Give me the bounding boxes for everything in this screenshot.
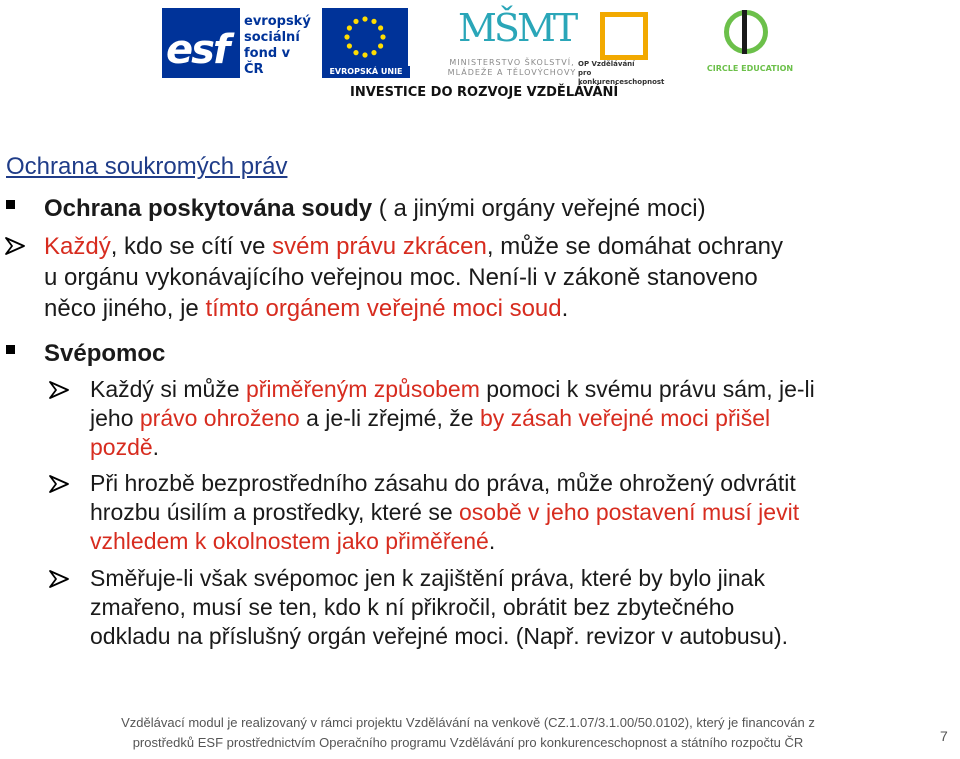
arrow-bullet-icon	[4, 236, 28, 256]
eu-flag	[322, 8, 408, 66]
circle-bar-icon	[742, 10, 747, 54]
op-line: pro konkurenceschopnost	[578, 69, 665, 86]
op-line: OP Vzdělávání	[578, 60, 635, 68]
investment-tagline: INVESTICE DO ROZVOJE VZDĚLÁVÁNÍ	[350, 85, 619, 100]
subitem-proportionate	[90, 375, 960, 462]
msmt-line: MINISTERSTVO ŠKOLSTVÍ,	[449, 58, 575, 67]
text-run: osobě v jeho postavení musí jevit	[459, 499, 800, 525]
subitem-securing-right	[90, 564, 960, 651]
circle-label: CIRCLE EDUCATION	[706, 64, 794, 73]
text-run: vzhledem k okolnostem jako přiměřené	[90, 528, 489, 554]
msmt-mark: MŠMT	[458, 6, 576, 50]
text-run: pomoci k svému právu sám, je-li	[479, 376, 815, 402]
item-court-protection	[44, 193, 706, 224]
item-line: Při hrozbě bezprostředního zásahu do práva, může ohrožený odvrátit	[90, 470, 796, 496]
esf-line: sociální	[244, 30, 300, 45]
esf-short: esf	[166, 27, 229, 73]
text-run: .	[561, 295, 569, 322]
item-line	[90, 375, 960, 404]
esf-line: evropský	[244, 14, 311, 29]
footer-note	[28, 713, 908, 753]
msmt-line: MLÁDEŽE A TĚLOVÝCHOVY	[447, 68, 577, 77]
square-bullet-icon	[6, 200, 15, 209]
esf-line: fond v ČR	[244, 46, 291, 77]
text-run: a je-li zřejmé, že	[299, 405, 480, 431]
text-run: .	[488, 528, 496, 554]
item-bold: Ochrana poskytována soudy	[44, 195, 373, 222]
item-everyone	[44, 231, 960, 324]
item-line	[90, 498, 960, 527]
slide-title: Ochrana soukromých práv	[6, 153, 288, 180]
eu-stars-icon	[322, 8, 408, 66]
esf-flag	[162, 8, 240, 78]
subitem-imminent-threat	[90, 469, 960, 556]
item-text: ( a jinými orgány veřejné moci)	[372, 195, 706, 222]
item-line: Směřuje-li však svépomoc jen k zajištění práva, které by bylo jinak	[90, 565, 765, 591]
arrow-bullet-icon	[48, 380, 72, 400]
msmt-logo	[422, 8, 602, 80]
msmt-text	[422, 58, 602, 78]
item-line: u orgánu vykonávajícího veřejnou moc. Není-li v zákoně stanoveno	[44, 264, 758, 291]
eu-label: EVROPSKÁ UNIE	[322, 66, 410, 78]
op-text	[578, 60, 678, 87]
text-run: pozdě	[90, 434, 153, 460]
text-run: právo ohroženo	[139, 405, 300, 431]
item-self-help: Svépomoc	[44, 340, 166, 367]
item-line	[90, 404, 960, 433]
logo-bar	[160, 6, 800, 86]
item-line	[90, 433, 960, 462]
item-line: zmařeno, musí se ten, kdo k ní přikročil, obrátit bez zbytečného	[90, 594, 735, 620]
text-run: svém právu zkrácen	[272, 233, 487, 260]
footer-line: Vzdělávací modul je realizovaný v rámci projektu Vzdělávání na venkově (CZ.1.07/3.1.00/50.0102), který je financován z	[121, 715, 815, 730]
text-run: hrozbu úsilím a prostředky, které se	[90, 499, 459, 525]
square-bullet-icon	[6, 345, 15, 354]
circle-education-logo	[700, 8, 800, 80]
text-run: Každý si může	[90, 376, 246, 402]
text-run: jeho	[90, 405, 140, 431]
arrow-bullet-icon	[48, 474, 72, 494]
arrow-bullet-icon	[48, 569, 72, 589]
text-run: přiměřeným způsobem	[245, 376, 480, 402]
esf-text	[244, 14, 312, 78]
op-shape-icon	[600, 12, 648, 60]
text-run: něco jiného, je	[44, 295, 206, 322]
item-line	[90, 527, 960, 556]
text-run: Každý	[44, 233, 111, 260]
page-number: 7	[940, 728, 948, 744]
text-run: , kdo se cítí ve	[110, 233, 273, 260]
text-run: , může se domáhat ochrany	[486, 233, 784, 260]
item-line: odkladu na příslušný orgán veřejné moci. (Např. revizor v autobusu).	[90, 623, 789, 649]
text-run: tímto orgánem veřejné moci soud	[205, 295, 562, 322]
footer-line: prostředků ESF prostřednictvím Operačního programu Vzdělávání pro konkurenceschopnost a státního rozpočtu ČR	[132, 735, 804, 750]
item-line	[44, 231, 960, 262]
text-run: .	[152, 434, 160, 460]
text-run: by zásah veřejné moci přišel	[479, 405, 771, 431]
op-logo	[578, 8, 678, 86]
eu-logo	[322, 8, 410, 78]
esf-logo	[162, 8, 312, 78]
item-line	[44, 293, 960, 324]
